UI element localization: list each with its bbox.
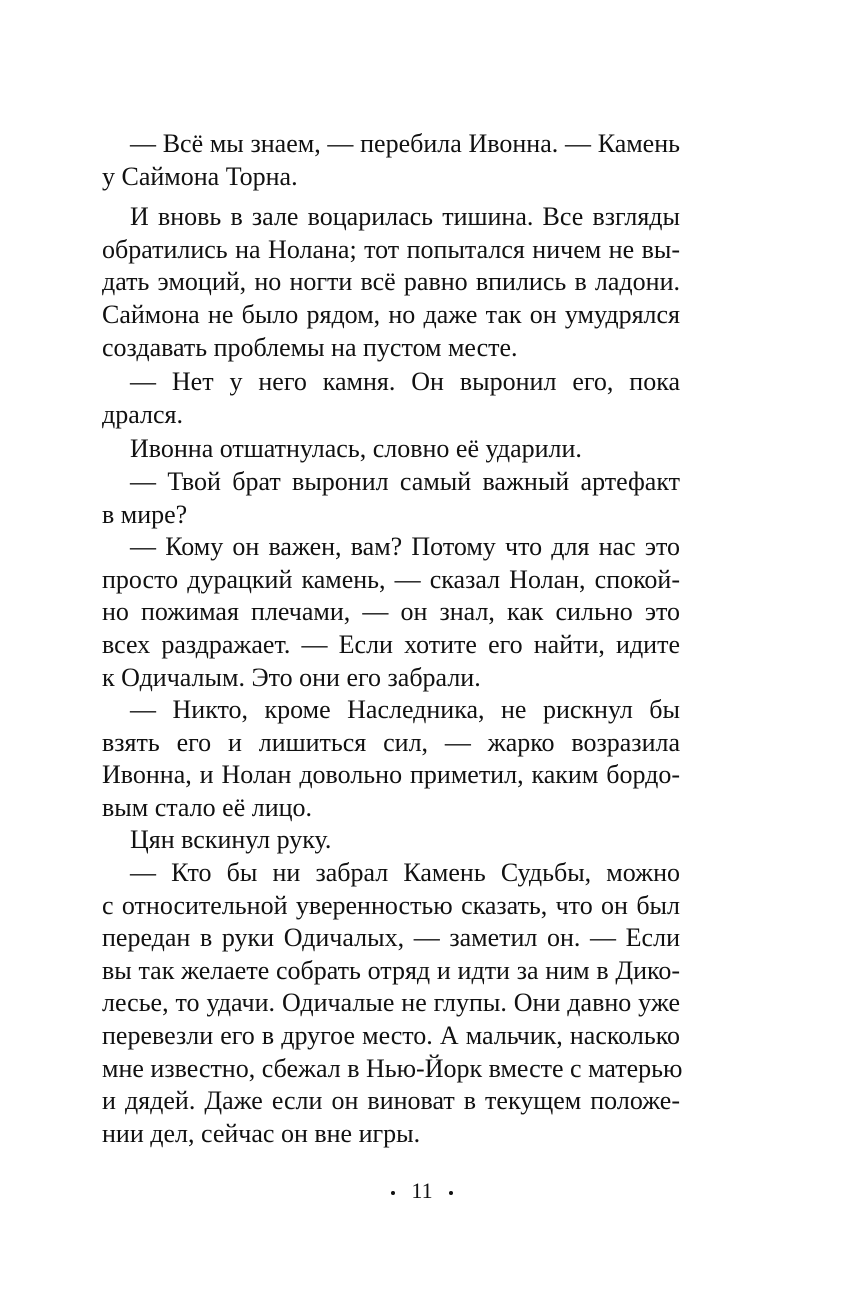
paragraph: [102, 433, 680, 466]
paragraph: [102, 857, 683, 1150]
text-line: вым стало её лицо.: [102, 792, 313, 822]
text-line: Саймона не было рядом, но даже так он умудрялся: [102, 299, 680, 329]
text-line: у Саймона Торна.: [102, 161, 298, 191]
text-line: — Никто, кроме Наследника, не рискнул бы: [130, 695, 680, 725]
text-line: вы так желаете собрать отряд и идти за ним в Дико-: [102, 955, 680, 985]
text-line: дрался.: [102, 399, 183, 429]
text-line: но пожимая плечами, — он знал, как сильно это: [102, 597, 680, 627]
paragraph: [102, 201, 680, 364]
bullet-dot-icon: [391, 1191, 395, 1195]
text-line: создавать проблемы на пустом месте.: [102, 332, 518, 362]
text-line: — Всё мы знаем, — перебила Ивонна. — Камень: [130, 129, 680, 158]
text-line: просто дурацкий камень, — сказал Нолан, спокой-: [102, 564, 680, 594]
text-line: И вновь в зале воцарилась тишина. Все взгляды: [130, 202, 680, 232]
text-line: передан в руки Одичалых, — заметил он. — Если: [102, 923, 680, 953]
text-line: Ивонна, и Нолан довольно приметил, каким бордо-: [102, 760, 680, 790]
text-line: дать эмоций, но ногти всё равно впились в ладони.: [102, 267, 680, 297]
text-line: — Твой брат выронил самый важный артефакт: [130, 466, 680, 496]
text-line: к Одичалым. Это они его забрали.: [102, 662, 481, 692]
text-line: нии дел, сейчас он вне игры.: [102, 1118, 421, 1148]
text-line: в мире?: [102, 499, 188, 529]
text-line: — Кто бы ни забрал Камень Судьбы, можно: [130, 858, 680, 888]
text-line: Цян вскинул руку.: [130, 825, 332, 855]
text-line: перевезли его в другое место. А мальчик, насколько: [102, 1021, 680, 1051]
paragraph: [102, 466, 680, 531]
text-line: — Кому он важен, вам? Потому что для нас это: [130, 532, 680, 562]
paragraph: [102, 128, 680, 193]
text-line: взять его и лишиться сил, — жарко возразила: [102, 727, 680, 757]
paragraph: [102, 694, 680, 824]
text-line: с относительной уверенностью сказать, что он был: [102, 890, 680, 920]
text-line: и дядей. Даже если он виноват в текущем положе-: [102, 1086, 680, 1116]
text-line: всех раздражает. — Если хотите его найти, идите: [102, 629, 680, 659]
body-text: [102, 128, 683, 1150]
text-line: мне известно, сбежал в Нью-Йорк вместе с матерью: [102, 1053, 683, 1083]
text-line: лесье, то удачи. Одичалые не глупы. Они давно уже: [102, 988, 680, 1018]
text-line: обратились на Нолана; тот попытался ничем не вы-: [102, 234, 680, 264]
paragraph: [102, 824, 680, 857]
text-line: Ивонна отшатнулась, словно её ударили.: [130, 434, 582, 464]
paragraph: [102, 531, 680, 694]
bullet-dot-icon: [449, 1191, 453, 1195]
text-line: — Нет у него камня. Он выронил его, пока: [130, 367, 680, 397]
page-number-footer: [0, 1178, 844, 1204]
paragraph: [102, 366, 680, 431]
page-number: 11: [411, 1178, 433, 1203]
